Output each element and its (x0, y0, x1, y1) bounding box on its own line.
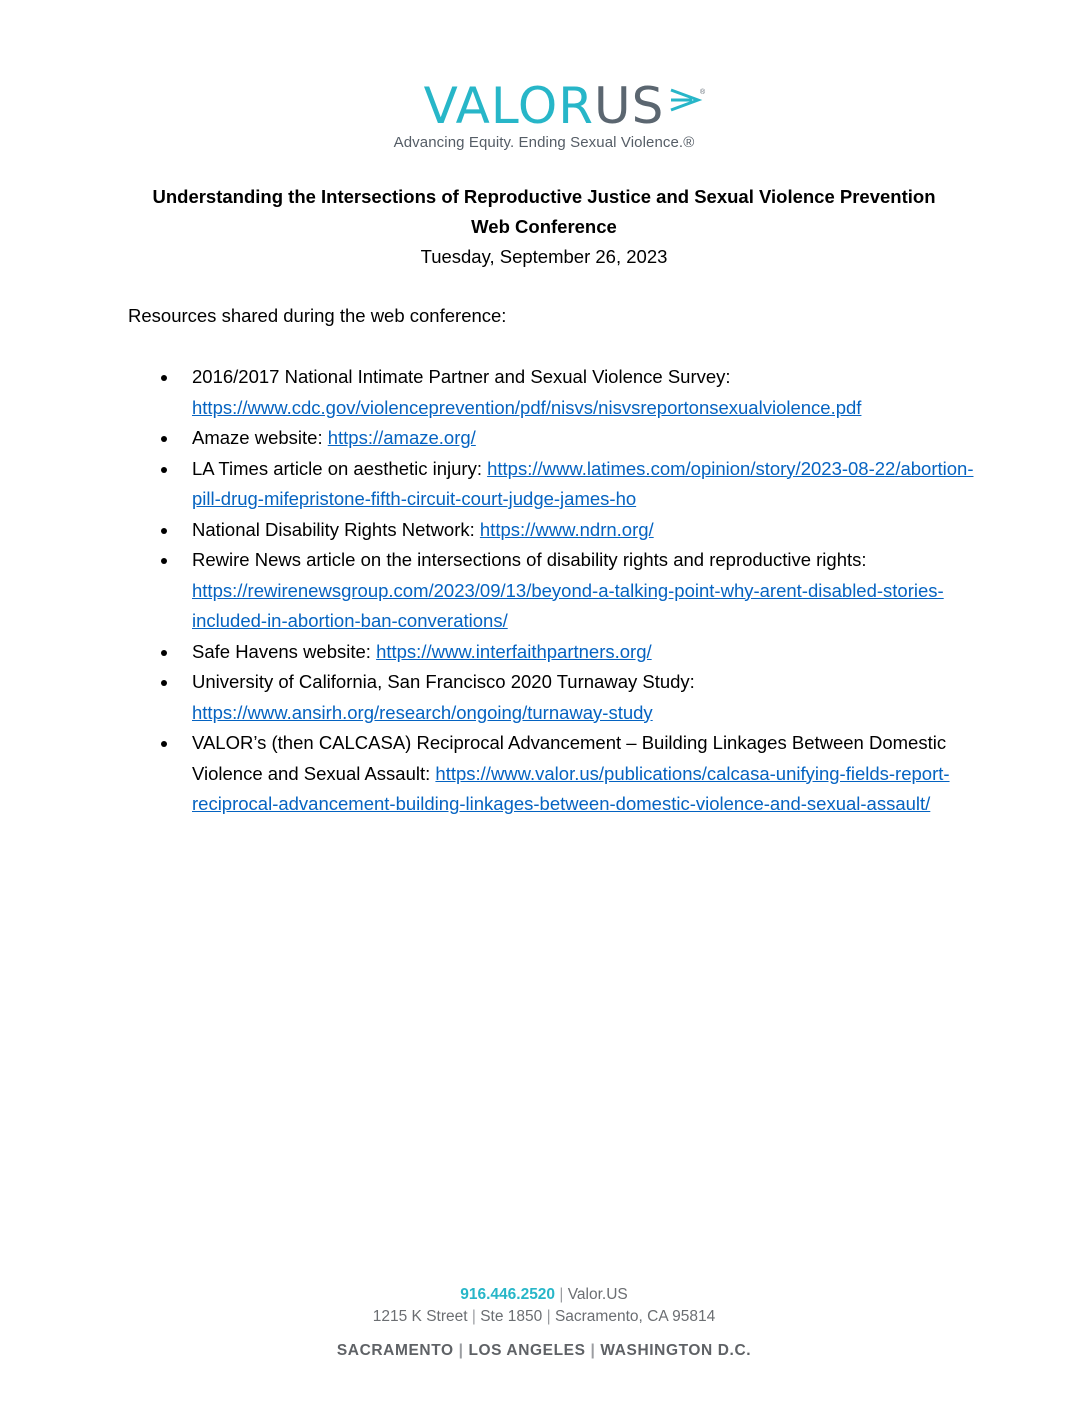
valorus-logo (0, 78, 1088, 151)
footer-contact (0, 1284, 1088, 1306)
footer-website: Valor.US (567, 1286, 628, 1303)
resource-label: LA Times article on aesthetic injury: (192, 457, 488, 479)
resource-item (128, 637, 988, 668)
resource-item (128, 545, 988, 637)
resources-intro: Resources shared during the web conference: (128, 305, 507, 326)
resource-label: Rewire News article on the intersections of disability rights and reproductive rights: (192, 549, 867, 570)
page-footer (0, 1284, 1088, 1362)
bullet-icon (161, 741, 167, 747)
logo-tagline: Advancing Equity. Ending Sexual Violence.® (393, 134, 695, 151)
resource-link[interactable]: https://www.ndrn.org/ (479, 518, 654, 540)
logo-valor-text: VALOR (423, 77, 595, 135)
resource-item (128, 515, 988, 546)
chevron-mark-icon (668, 86, 708, 116)
footer-street: 1215 K Street (372, 1308, 468, 1325)
logo-us-text: US (594, 77, 665, 135)
footer-phone: 916.446.2520 (460, 1286, 556, 1303)
bullet-icon (161, 650, 167, 656)
resource-link[interactable]: https://www.cdc.gov/violenceprevention/pdf/nisvs/nisvsreportonsexualviolence.pdf (192, 396, 862, 418)
resource-label: Safe Havens website: (192, 640, 377, 662)
resource-item (128, 454, 988, 515)
resource-link[interactable]: https://www.ansirh.org/research/ongoing/turnaway-study (192, 701, 653, 723)
footer-suite: Ste 1850 (480, 1308, 543, 1325)
footer-separator: | (559, 1286, 564, 1303)
footer-separator: | (471, 1308, 476, 1325)
office-los-angeles: LOS ANGELES (468, 1342, 586, 1359)
resource-link[interactable]: https://amaze.org/ (327, 427, 476, 448)
bullet-icon (161, 528, 167, 534)
resource-item (128, 728, 988, 820)
office-sacramento: SACRAMENTO (336, 1342, 454, 1359)
bullet-icon (161, 436, 167, 442)
logo-wordmark (423, 77, 707, 135)
footer-separator: | (458, 1342, 464, 1359)
resource-item (128, 362, 988, 423)
document-subtitle: Web Conference (471, 216, 617, 237)
resource-link[interactable]: https://www.interfaithpartners.org/ (376, 640, 652, 662)
resource-item (128, 423, 988, 454)
document-title: Understanding the Intersections of Reproductive Justice and Sexual Violence Prevention (152, 186, 936, 207)
resource-label: University of California, San Francisco 2020 Turnaway Study: (192, 671, 695, 692)
resource-link[interactable]: https://www.valor.us/publications/calcasa-unifying-fields-report-reciprocal-advancement-building-linkages-between-domestic-violence-and-sexual-assault/ (192, 762, 950, 814)
footer-offices (0, 1340, 1088, 1362)
resource-label: 2016/2017 National Intimate Partner and Sexual Violence Survey: (192, 366, 731, 387)
event-date: Tuesday, September 26, 2023 (420, 246, 668, 267)
resource-link[interactable]: https://rewirenewsgroup.com/2023/09/13/beyond-a-talking-point-why-arent-disabled-stories-included-in-abortion-ban-converations/ (192, 579, 944, 631)
resource-label: Amaze website: (192, 427, 328, 448)
footer-separator: | (590, 1342, 596, 1359)
footer-separator: | (546, 1308, 551, 1325)
footer-city: Sacramento, CA 95814 (554, 1308, 716, 1325)
footer-address (0, 1306, 1088, 1328)
resource-label: National Disability Rights Network: (192, 518, 480, 540)
bullet-icon (161, 375, 167, 381)
document-heading (0, 182, 1088, 272)
logo-registered-mark: ® (700, 89, 707, 96)
resource-item (128, 667, 988, 728)
resource-label: VALOR’s (then CALCASA) Reciprocal Advancement – Building Linkages Between Domestic Violence and Sexual Assault: (192, 732, 947, 784)
office-washington-dc: WASHINGTON D.C. (600, 1342, 752, 1359)
bullet-icon (161, 680, 167, 686)
resource-link[interactable]: https://www.latimes.com/opinion/story/2023-08-22/abortion-pill-drug-mifepristone-fifth-circuit-court-judge-james-ho (192, 457, 974, 509)
resource-list (128, 362, 988, 820)
bullet-icon (161, 467, 167, 473)
bullet-icon (161, 558, 167, 564)
